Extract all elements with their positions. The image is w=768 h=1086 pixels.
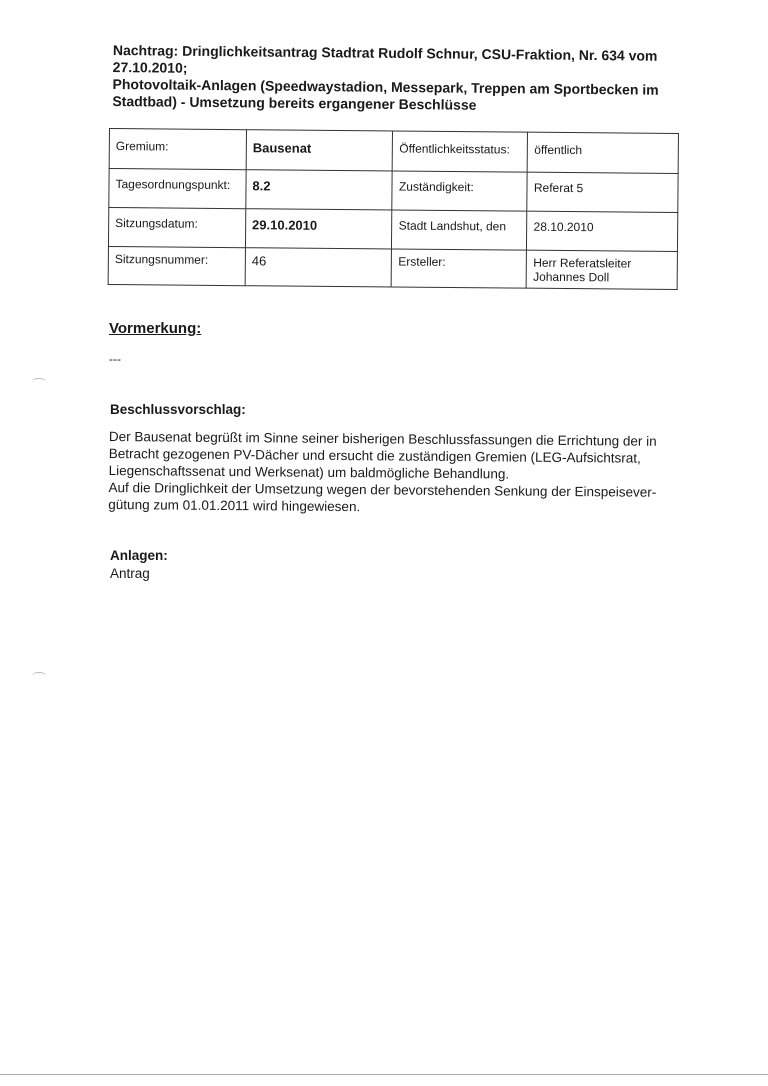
status-value: öffentlich bbox=[528, 132, 679, 173]
status-label: Öffentlichkeitsstatus: bbox=[393, 131, 528, 172]
anlagen-content: Antrag bbox=[110, 566, 150, 581]
sitzungsnummer-value: 46 bbox=[245, 248, 392, 287]
beschlussvorschlag-heading: Beschlussvorschlag: bbox=[110, 402, 246, 417]
meta-table bbox=[108, 128, 679, 290]
ort-datum-value: 28.10.2010 bbox=[527, 211, 678, 251]
page-edge-line bbox=[0, 1074, 768, 1075]
gremium-value: Bausenat bbox=[246, 130, 393, 171]
title-line-3: Photovoltaik-Anlagen (Speedwaystadion, Messepark, Treppen am Sportbecken im bbox=[112, 75, 659, 98]
text-line: Auf die Dringlichkeit der Umsetzung wegen der bevorstehenden Senkung der Einspeisever- bbox=[108, 479, 657, 500]
top-value: 8.2 bbox=[246, 170, 393, 210]
vormerkung-content: --- bbox=[109, 352, 121, 366]
text-line: gütung zum 01.01.2011 wird hingewiesen. bbox=[108, 496, 361, 515]
ersteller-value bbox=[527, 250, 678, 289]
gremium-label: Gremium: bbox=[109, 129, 246, 170]
title-line-2: 27.10.2010; bbox=[112, 58, 188, 76]
text-line: Der Bausenat begrüßt im Sinne seiner bisherigen Beschlussfassungen die Errichtung der in bbox=[108, 428, 657, 449]
zustaendigkeit-value: Referat 5 bbox=[527, 172, 678, 212]
ersteller-value-line-1: Herr Referatsleiter bbox=[533, 255, 632, 271]
beschlussvorschlag-text bbox=[108, 428, 669, 518]
scan-mark bbox=[32, 378, 46, 385]
title-line-4: Stadtbad) - Umsetzung bereits ergangener Beschlüsse bbox=[112, 92, 477, 113]
zustaendigkeit-label: Zuständigkeit: bbox=[392, 171, 527, 211]
table-row bbox=[108, 246, 677, 289]
top-label: Tagesordnungspunkt: bbox=[109, 169, 246, 209]
scan-mark bbox=[32, 672, 46, 679]
vormerkung-heading: Vormerkung: bbox=[109, 320, 202, 337]
sitzungsdatum-value: 29.10.2010 bbox=[245, 209, 392, 249]
ort-datum-label: Stadt Landshut, den bbox=[392, 210, 527, 250]
ersteller-label: Ersteller: bbox=[392, 249, 527, 288]
table-row bbox=[109, 129, 678, 174]
sitzungsdatum-label: Sitzungsdatum: bbox=[108, 208, 245, 248]
ersteller-value-line-2: Johannes Doll bbox=[533, 269, 610, 285]
table-row bbox=[109, 169, 678, 213]
anlagen-heading: Anlagen: bbox=[110, 548, 168, 563]
table-row bbox=[108, 208, 677, 252]
title-line-1: Nachtrag: Dringlichkeitsantrag Stadtrat Rudolf Schnur, CSU-Fraktion, Nr. 634 vom bbox=[112, 42, 658, 64]
document-title bbox=[112, 42, 659, 116]
text-line: Betracht gezogenen PV-Dächer und ersucht die zuständigen Gremien (LEG-Aufsichtsrat, bbox=[108, 445, 641, 466]
text-line: Liegenschaftssenat und Werksenat) um baldmögliche Behandlung. bbox=[108, 462, 510, 482]
sitzungsnummer-label: Sitzungsnummer: bbox=[108, 246, 245, 285]
